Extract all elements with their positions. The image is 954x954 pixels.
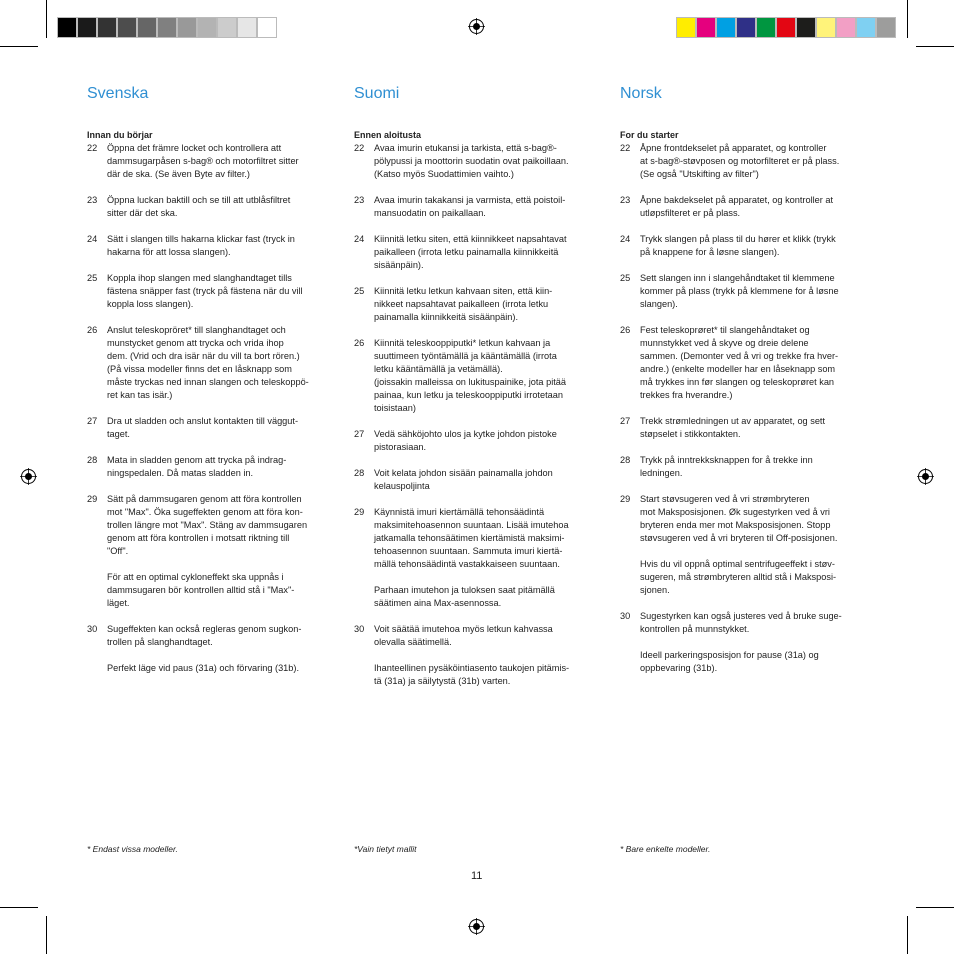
process-color-bar — [676, 17, 896, 38]
color-swatch — [117, 17, 137, 38]
instruction-step — [87, 493, 335, 610]
step-text — [640, 233, 868, 259]
step-text — [107, 493, 335, 610]
instruction-step — [354, 233, 602, 272]
instruction-step — [87, 272, 335, 311]
instruction-step — [620, 493, 868, 597]
step-text — [107, 272, 335, 311]
step-text — [107, 623, 335, 675]
step-number: 27 — [87, 416, 98, 426]
step-number: 22 — [620, 143, 631, 153]
step-number: 24 — [87, 234, 98, 244]
step-paragraph: Trekk strømledningen ut av apparatet, og sett støpselet i stikkontakten. — [640, 416, 826, 439]
page-number: 11 — [471, 870, 483, 882]
step-number: 25 — [354, 286, 365, 296]
color-swatch — [716, 17, 736, 38]
registration-mark-icon — [20, 468, 37, 485]
step-text — [640, 324, 868, 402]
step-number: 29 — [354, 507, 365, 517]
step-paragraph: Öppna luckan baktill och se till att utblåsfiltret sitter där det ska. — [107, 195, 291, 218]
step-paragraph: Parhaan imutehon ja tuloksen saat pitämällä säätimen aina Max-asennossa. — [374, 585, 555, 608]
color-swatch — [836, 17, 856, 38]
color-swatch — [97, 17, 117, 38]
instruction-step — [87, 415, 335, 441]
step-paragraph: Fest teleskoprøret* til slangehåndtaket og munnstykket ved å skyve og dreie delene sammen. (Demonter ved å vri og trekke fra hver- andre.) (enkelte modeller har en låseknapp som må trykkes inn før slangen og teleskoprøret kan trekkes fra hverandre.) — [640, 325, 839, 400]
footnote-svenska: * Endast vissa modeller. — [87, 844, 178, 854]
step-text — [374, 428, 602, 454]
step-paragraph: Voit säätää imutehoa myös letkun kahvassa olevalla säätimellä. — [374, 624, 553, 647]
step-text — [374, 285, 602, 324]
step-paragraph: Trykk på inntrekksknappen for å trekke inn ledningen. — [640, 455, 813, 478]
step-paragraph: Sugeffekten kan också regleras genom sugkon- trollen på slanghandtaget. — [107, 624, 302, 647]
instruction-step — [87, 454, 335, 480]
step-text — [107, 142, 335, 181]
step-paragraph: Anslut teleskopröret* till slanghandtaget och munstycket genom att trycka och vrida ihop dem. (Vrid och dra isär när du vill ta bort rören.) (På vissa modeller finns det en låsknapp som måste tryckas ned innan slangen och teleskopрö- ret kan tas isär.) — [107, 325, 309, 400]
color-swatch — [177, 17, 197, 38]
instruction-step — [354, 337, 602, 415]
step-text — [374, 337, 602, 415]
step-paragraph: Koppla ihop slangen med slanghandtaget tills fästena snäpper fast (tryck på fästena när du vill koppla loss slangen). — [107, 273, 303, 309]
instruction-step — [87, 142, 335, 181]
color-swatch — [696, 17, 716, 38]
registration-mark-icon — [468, 18, 485, 35]
step-number: 27 — [354, 429, 365, 439]
section-header: Innan du börjar — [87, 130, 153, 140]
step-paragraph: Ideell parkeringsposisjon for pause (31a) og oppbevaring (31b). — [640, 650, 819, 673]
color-swatch — [676, 17, 696, 38]
step-paragraph: Sett slangen inn i slangehåndtaket til klemmene kommer på plass (trykk på klemmene for å løsne slangen). — [640, 273, 839, 309]
color-swatch — [756, 17, 776, 38]
instruction-step — [354, 506, 602, 610]
step-text — [640, 454, 868, 480]
step-number: 26 — [87, 325, 98, 335]
step-text — [640, 142, 868, 181]
step-paragraph: Sätt i slangen tills hakarna klickar fast (tryck in hakarna för att lossa slangen). — [107, 234, 295, 257]
step-text — [374, 467, 602, 493]
step-paragraph: Vedä sähköjohto ulos ja kytke johdon pistoke pistorasiaan. — [374, 429, 557, 452]
step-paragraph: Kiinnitä letku letkun kahvaan siten, että kiin- nikkeet napsahtavat paikalleen (irrota letku painamalla kiinnikkeitä sisäänpäin). — [374, 286, 553, 322]
registration-mark-icon — [468, 918, 485, 935]
instruction-step — [87, 233, 335, 259]
step-text — [640, 194, 868, 220]
instruction-step — [354, 428, 602, 454]
step-text — [374, 623, 602, 688]
step-number: 28 — [354, 468, 365, 478]
step-text — [107, 233, 335, 259]
color-swatch — [197, 17, 217, 38]
step-text — [640, 493, 868, 597]
step-paragraph: Sätt på dammsugaren genom att föra kontrollen mot "Max". Öka sugeffekten genom att föra kon- trollen längre mot "Max". Stäng av dammsugaren genom att föra kontrollen i motsatt riktning till "Off". — [107, 494, 308, 556]
step-number: 26 — [620, 325, 631, 335]
language-heading: Suomi — [354, 85, 400, 102]
instruction-step — [620, 454, 868, 480]
instruction-step — [620, 272, 868, 311]
step-text — [374, 142, 602, 181]
step-number: 28 — [87, 455, 98, 465]
color-swatch — [137, 17, 157, 38]
instruction-step — [87, 194, 335, 220]
instruction-step — [620, 324, 868, 402]
instruction-step — [354, 142, 602, 181]
step-text — [374, 233, 602, 272]
step-paragraph: Avaa imurin etukansi ja tarkista, että s-bag®- pölypussi ja moottorin suodatin ovat paikoillaan. (Katso myös Suodattimien vaihto.) — [374, 143, 569, 179]
step-text — [374, 506, 602, 610]
language-heading: Norsk — [620, 85, 662, 102]
step-paragraph: Avaa imurin takakansi ja varmista, että poistoil- mansuodatin on paikallaan. — [374, 195, 566, 218]
step-paragraph: Kiinnitä letku siten, että kiinnikkeet napsahtavat paikalleen (irrota letku painamalla kiinnikkeitä sisäänpäin). — [374, 234, 567, 270]
color-swatch — [776, 17, 796, 38]
step-number: 22 — [354, 143, 365, 153]
instruction-step — [354, 623, 602, 688]
step-paragraph: Åpne frontdekselet på apparatet, og kontroller at s-bag®-støvposen og motorfilteret er på plass. (Se også "Utskifting av filter") — [640, 143, 840, 179]
step-paragraph: Trykk slangen på plass til du hører et klikk (trykk på knappene for å løsne slangen). — [640, 234, 836, 257]
color-swatch — [257, 17, 277, 38]
color-swatch — [77, 17, 97, 38]
instruction-step — [620, 194, 868, 220]
instruction-step — [620, 142, 868, 181]
step-number: 29 — [87, 494, 98, 504]
step-paragraph: Sugestyrken kan også justeres ved å bruke suge- kontrollen på munnstykket. — [640, 611, 842, 634]
step-number: 23 — [354, 195, 365, 205]
step-paragraph: Voit kelata johdon sisään painamalla johdon kelauspoljinta — [374, 468, 553, 491]
color-swatch — [796, 17, 816, 38]
instruction-step — [354, 194, 602, 220]
instruction-step — [620, 610, 868, 675]
footnote-norsk: * Bare enkelte modeller. — [620, 844, 711, 854]
step-number: 23 — [620, 195, 631, 205]
step-paragraph: Perfekt läge vid paus (31a) och förvaring (31b). — [107, 663, 300, 673]
step-paragraph: Öppna det främre locket och kontrollera att dammsugarpåsen s-bag® och motorfiltret sitter där de ska. (Se även Byte av filter.) — [107, 143, 299, 179]
color-swatch — [57, 17, 77, 38]
step-paragraph: Start støvsugeren ved å vri strømbryteren mot Maksposisjonen. Øk sugestyrken ved å vri bryteren enda mer mot Maksposisjonen. Stopp støvsugeren ved å vri bryteren til Off-posisjonen. — [640, 494, 838, 543]
step-number: 30 — [354, 624, 365, 634]
step-text — [640, 415, 868, 441]
color-swatch — [157, 17, 177, 38]
color-swatch — [217, 17, 237, 38]
instruction-step — [354, 285, 602, 324]
step-paragraph: För att en optimal cykloneffekt ska uppnås i dammsugaren bör kontrollen alltid stå i "Max"- läget. — [107, 572, 295, 608]
step-text — [107, 194, 335, 220]
step-number: 28 — [620, 455, 631, 465]
color-swatch — [876, 17, 896, 38]
language-heading: Svenska — [87, 85, 149, 102]
step-number: 25 — [87, 273, 98, 283]
step-paragraph: Dra ut sladden och anslut kontakten till väggut- taget. — [107, 416, 299, 439]
step-paragraph: Åpne bakdekselet på apparatet, og kontroller at utløpsfilteret er på plass. — [640, 195, 834, 218]
step-paragraph: Kiinnitä teleskooppiputki* letkun kahvaan ja suuttimeen työntämällä ja kääntämällä (irrota letku kääntämällä ja vetämällä). (joissakin malleissa on lukituspainike, jota pitää painaa, kun letku ja teleskooppiputki irrotetaan toisistaan) — [374, 338, 567, 413]
step-text — [107, 324, 335, 402]
grayscale-color-bar — [57, 17, 277, 38]
column-svenska — [87, 84, 335, 688]
instruction-step — [87, 623, 335, 675]
color-swatch — [856, 17, 876, 38]
step-text — [107, 415, 335, 441]
step-number: 23 — [87, 195, 98, 205]
color-swatch — [816, 17, 836, 38]
step-number: 30 — [87, 624, 98, 634]
step-number: 26 — [354, 338, 365, 348]
section-header: For du starter — [620, 130, 679, 140]
step-paragraph: Ihanteellinen pysäköintiasento taukojen pitämis- tä (31a) ja säilytystä (31b) varten. — [374, 663, 570, 686]
instruction-step — [620, 415, 868, 441]
step-number: 27 — [620, 416, 631, 426]
step-paragraph: Hvis du vil oppnå optimal sentrifugeeffekt i støv- sugeren, må strømbryteren alltid stå i Maksposi- sjonen. — [640, 559, 837, 595]
step-number: 30 — [620, 611, 631, 621]
step-paragraph: Mata in sladden genom att trycka på indrag- ningspedalen. Då matas sladden in. — [107, 455, 287, 478]
step-text — [107, 454, 335, 480]
instruction-step — [87, 324, 335, 402]
step-number: 24 — [354, 234, 365, 244]
instruction-step — [620, 233, 868, 259]
color-swatch — [736, 17, 756, 38]
step-number: 24 — [620, 234, 631, 244]
step-paragraph: Käynnistä imuri kiertämällä tehonsäädintä maksimitehoasennon suuntaan. Lisää imutehoa jatkamalla tehonsäätimen kiertämistä maksimi- tehoasennon suuntaan. Sammuta imuri kiertä- mällä tehonsäädintä vastakkaiseen suuntaan. — [374, 507, 569, 569]
instruction-step — [354, 467, 602, 493]
footnote-suomi: *Vain tietyt mallit — [354, 844, 417, 854]
color-swatch — [237, 17, 257, 38]
step-text — [640, 272, 868, 311]
step-number: 22 — [87, 143, 98, 153]
step-text — [640, 610, 868, 675]
step-text — [374, 194, 602, 220]
section-header: Ennen aloitusta — [354, 130, 422, 140]
column-suomi — [354, 84, 602, 701]
step-number: 29 — [620, 494, 631, 504]
column-norsk — [620, 84, 868, 688]
step-number: 25 — [620, 273, 631, 283]
registration-mark-icon — [917, 468, 934, 485]
